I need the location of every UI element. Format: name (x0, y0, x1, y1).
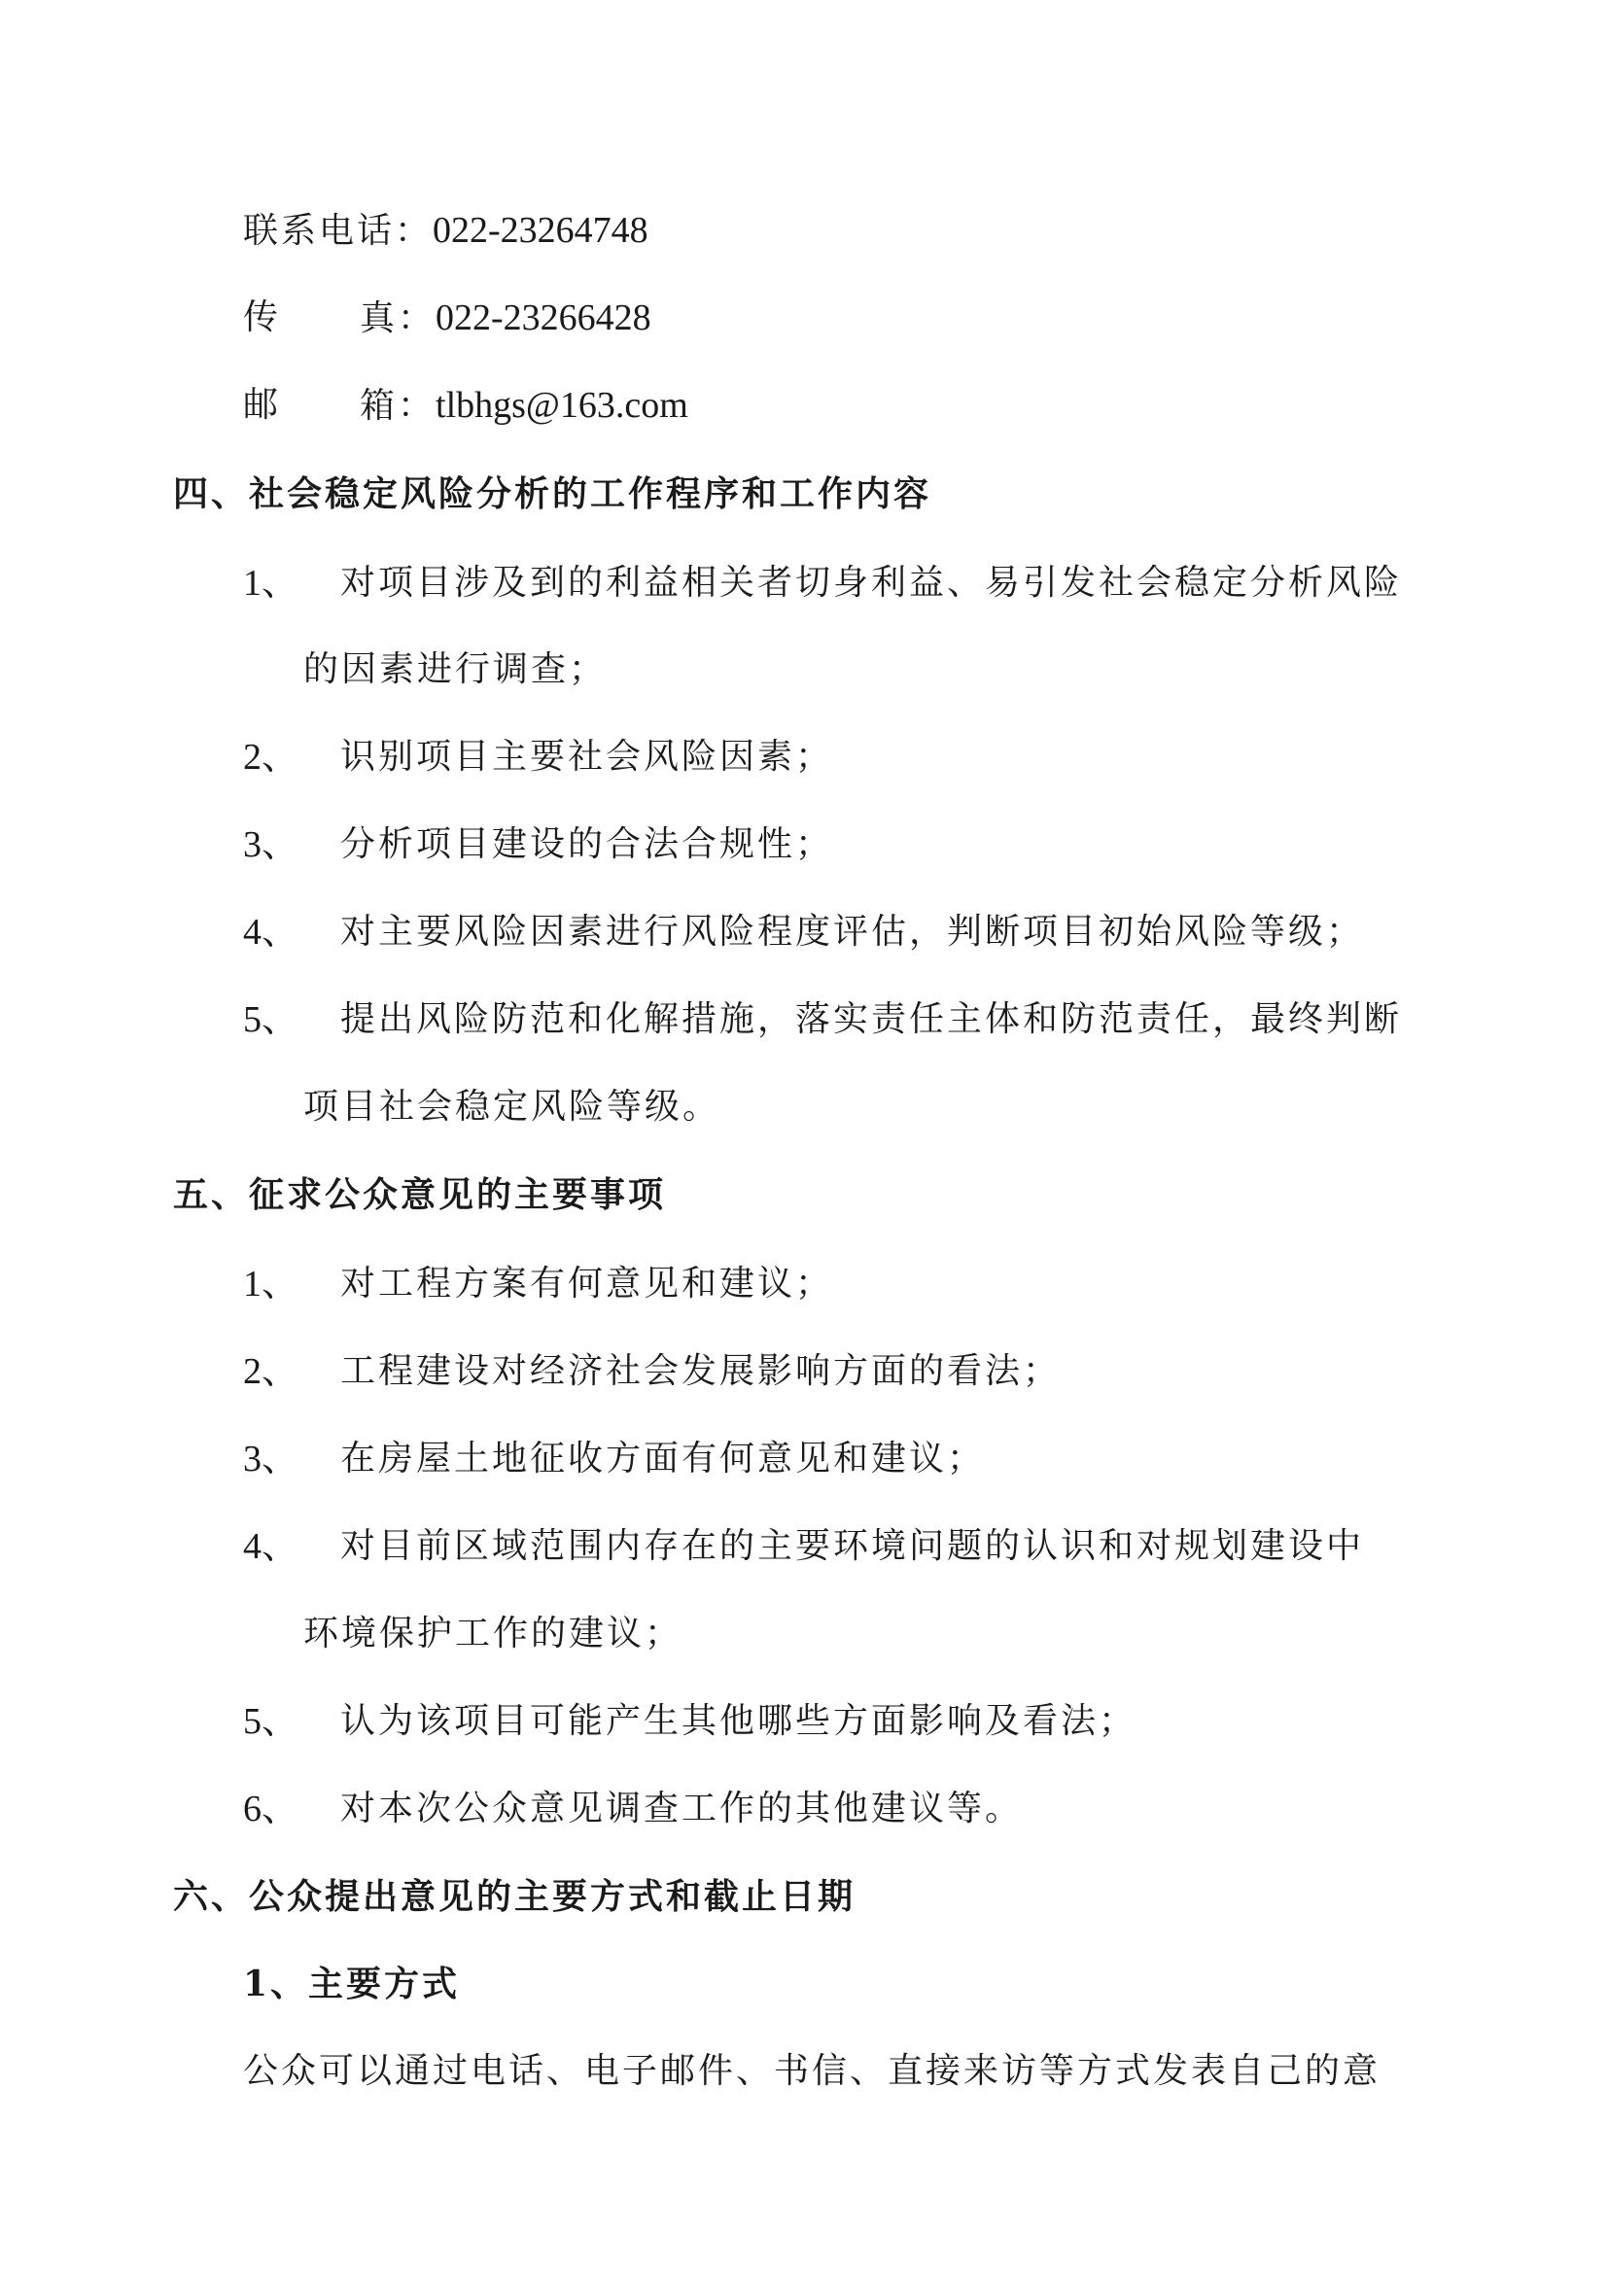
phone-value: 022-23264748 (433, 210, 648, 251)
fax-label-a: 传 (243, 297, 282, 337)
s4-item4-text: 对主要风险因素进行风险程度评估，判断项目初始风险等级； (340, 912, 1365, 952)
s4-item5-num: 5、 (243, 999, 299, 1040)
s5-item3-num: 3、 (243, 1439, 299, 1479)
fax-label-b: 真： (360, 298, 437, 338)
email-line (243, 382, 688, 429)
fax-label-b-wrap (360, 295, 651, 342)
s4-item4-num: 4、 (243, 912, 299, 953)
section6-heading: 六、公众提出意见的主要方式和截止日期 (173, 1876, 856, 1917)
s4-item5-text: 提出风险防范和化解措施，落实责任主体和防范责任，最终判断 (340, 999, 1403, 1039)
s5-item5-text: 认为该项目可能产生其他哪些方面影响及看法； (340, 1701, 1137, 1741)
s5-item4-text: 对目前区域范围内存在的主要环境问题的认识和对规划建设中 (340, 1526, 1365, 1566)
s5-item3-text: 在房屋土地征收方面有何意见和建议； (340, 1439, 986, 1478)
email-label-a: 邮 (243, 385, 282, 425)
section6-paragraph: 公众可以通过电话、电子邮件、书信、直接来访等方式发表自己的意 (243, 2051, 1381, 2091)
s5-item5-num: 5、 (243, 1701, 299, 1742)
s4-item1-num: 1、 (243, 563, 299, 604)
email-value: tlbhgs@163.com (436, 385, 688, 426)
s4-item1-text: 对项目涉及到的利益相关者切身利益、易引发社会稳定分析风险 (340, 563, 1403, 603)
email-label-b-wrap (360, 382, 688, 430)
phone-line (243, 207, 648, 255)
s4-item1-cont: 的因素进行调查； (303, 649, 608, 689)
s4-item5-cont: 项目社会稳定风险等级。 (303, 1087, 721, 1127)
s5-item6-text: 对本次公众意见调查工作的其他建议等。 (340, 1789, 1024, 1828)
s4-item2-text: 识别项目主要社会风险因素； (340, 737, 834, 777)
s5-item1-num: 1、 (243, 1264, 299, 1305)
s5-item4-cont: 环境保护工作的建议； (303, 1614, 683, 1653)
s5-item1-text: 对工程方案有何意见和建议； (340, 1264, 834, 1304)
fax-value: 022-23266428 (436, 297, 651, 338)
phone-label: 联系电话： (243, 211, 434, 251)
section6-subheading: 1、主要方式 (243, 1964, 461, 2004)
s5-item2-num: 2、 (243, 1351, 299, 1392)
s5-item2-text: 工程建设对经济社会发展影响方面的看法； (340, 1351, 1062, 1391)
s5-item4-num: 4、 (243, 1526, 299, 1567)
s4-item3-num: 3、 (243, 824, 299, 865)
section5-heading: 五、征求公众意见的主要事项 (173, 1174, 667, 1215)
s5-item6-num: 6、 (243, 1789, 299, 1829)
s4-item3-text: 分析项目建设的合法合规性； (340, 824, 834, 864)
section4-heading: 四、社会稳定风险分析的工作程序和工作内容 (173, 473, 932, 514)
email-label-b: 箱： (360, 386, 437, 426)
s4-item2-num: 2、 (243, 737, 299, 778)
fax-line (243, 295, 651, 341)
